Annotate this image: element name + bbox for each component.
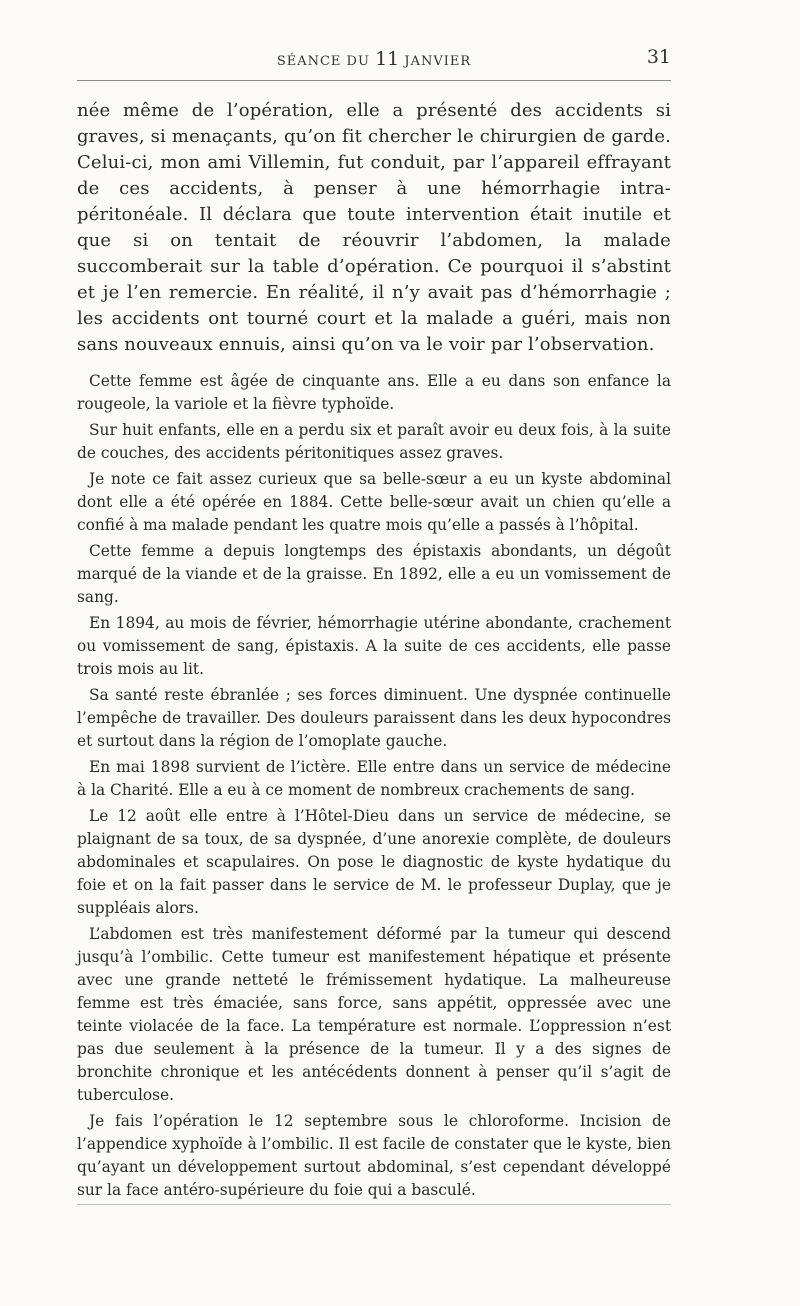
observation-paragraph: En mai 1898 survient de l’ictère. Elle entre dans un service de médecine à la Charité. Elle a eu à ce moment de nombreux crachements de sang. [77,758,671,799]
running-title-prefix: SÉANCE DU [276,54,370,69]
observation-paragraph: Sur huit enfants, elle en a perdu six et paraît avoir eu deux fois, à la suite de couches, des accidents péritonitiques assez graves. [77,421,671,462]
footer-rule [77,1204,671,1205]
intro-paragraph: née même de l’opération, elle a présenté des accidents si graves, si menaçants, qu’on fit chercher le chirurgien de garde. Celui-ci, mon ami Villemin, fut conduit, par l’appareil effrayant de ces accidents, à penser à une hémorrhagie intra-péritonéale. Il déclara que toute intervention était inutile et que si on tentait de réouvrir l’abdomen, la malade succomberait sur la table d’opération. Ce pourquoi il s’abstint et je l’en remercie. En réalité, il n’y avait pas d’hémorrhagie ; les accidents ont tourné court et la malade a guéri, mais non sans nouveaux ennuis, ainsi qu’on va le voir par l’observation. [77,100,671,355]
running-title [77,48,671,70]
observation-paragraph: Sa santé reste ébranlée ; ses forces diminuent. Une dyspnée continuelle l’empêche de travailler. Des douleurs paraissent dans les deux hypocondres et surtout dans la région de l’omoplate gauche. [77,686,671,750]
page-body [77,98,671,1205]
page-header [77,48,671,70]
observation-paragraph: Cette femme est âgée de cinquante ans. Elle a eu dans son enfance la rougeole, la variole et la fièvre typhoïde. [77,372,671,413]
running-title-suffix: JANVIER [404,54,472,69]
observation-paragraph: En 1894, au mois de février, hémorrhagie utérine abondante, crachement ou vomissement de sang, épistaxis. A la suite de ces accidents, elle passe trois mois au lit. [77,614,671,678]
observation-paragraph: Le 12 août elle entre à l’Hôtel-Dieu dans un service de médecine, se plaignant de sa toux, de sa dyspnée, d’une anorexie complète, de douleurs abdominales et scapulaires. On pose le diagnostic de kyste hydatique du foie et on la fait passer dans le service de M. le professeur Duplay, que je suppléais alors. [77,807,671,917]
observation-paragraph: Je fais l’opération le 12 septembre sous le chloroforme. Incision de l’appendice xyphoïde à l’ombilic. Il est facile de constater que le kyste, bien qu’ayant un développement surtout abdominal, s’est cependant développé sur la face antéro-supérieure du foie qui a basculé. [77,1112,671,1199]
observation-paragraph: Je note ce fait assez curieux que sa belle-sœur a eu un kyste abdominal dont elle a été opérée en 1884. Cette belle-sœur avait un chien qu’elle a confié à ma malade pendant les quatre mois qu’elle a passés à l’hôpital. [77,470,671,534]
observation-paragraph: Cette femme a depuis longtemps des épistaxis abondants, un dégoût marqué de la viande et de la graisse. En 1892, elle a eu un vomissement de sang. [77,542,671,606]
header-rule [77,80,671,81]
observation-paragraph: L’abdomen est très manifestement déformé par la tumeur qui descend jusqu’à l’ombilic. Cette tumeur est manifestement hépatique et présente avec une grande netteté le frémissement hydatique. La malheureuse femme est très émaciée, sans force, sans appétit, oppressée avec une teinte violacée de la face. La température est normale. L’oppression n’est pas due seulement à la présence de la tumeur. Il y a des signes de bronchite chronique et les antécédents donnent à penser qu’il s’agit de tuberculose. [77,925,671,1104]
page-number: 31 [646,46,671,68]
running-title-day: 11 [375,48,400,70]
